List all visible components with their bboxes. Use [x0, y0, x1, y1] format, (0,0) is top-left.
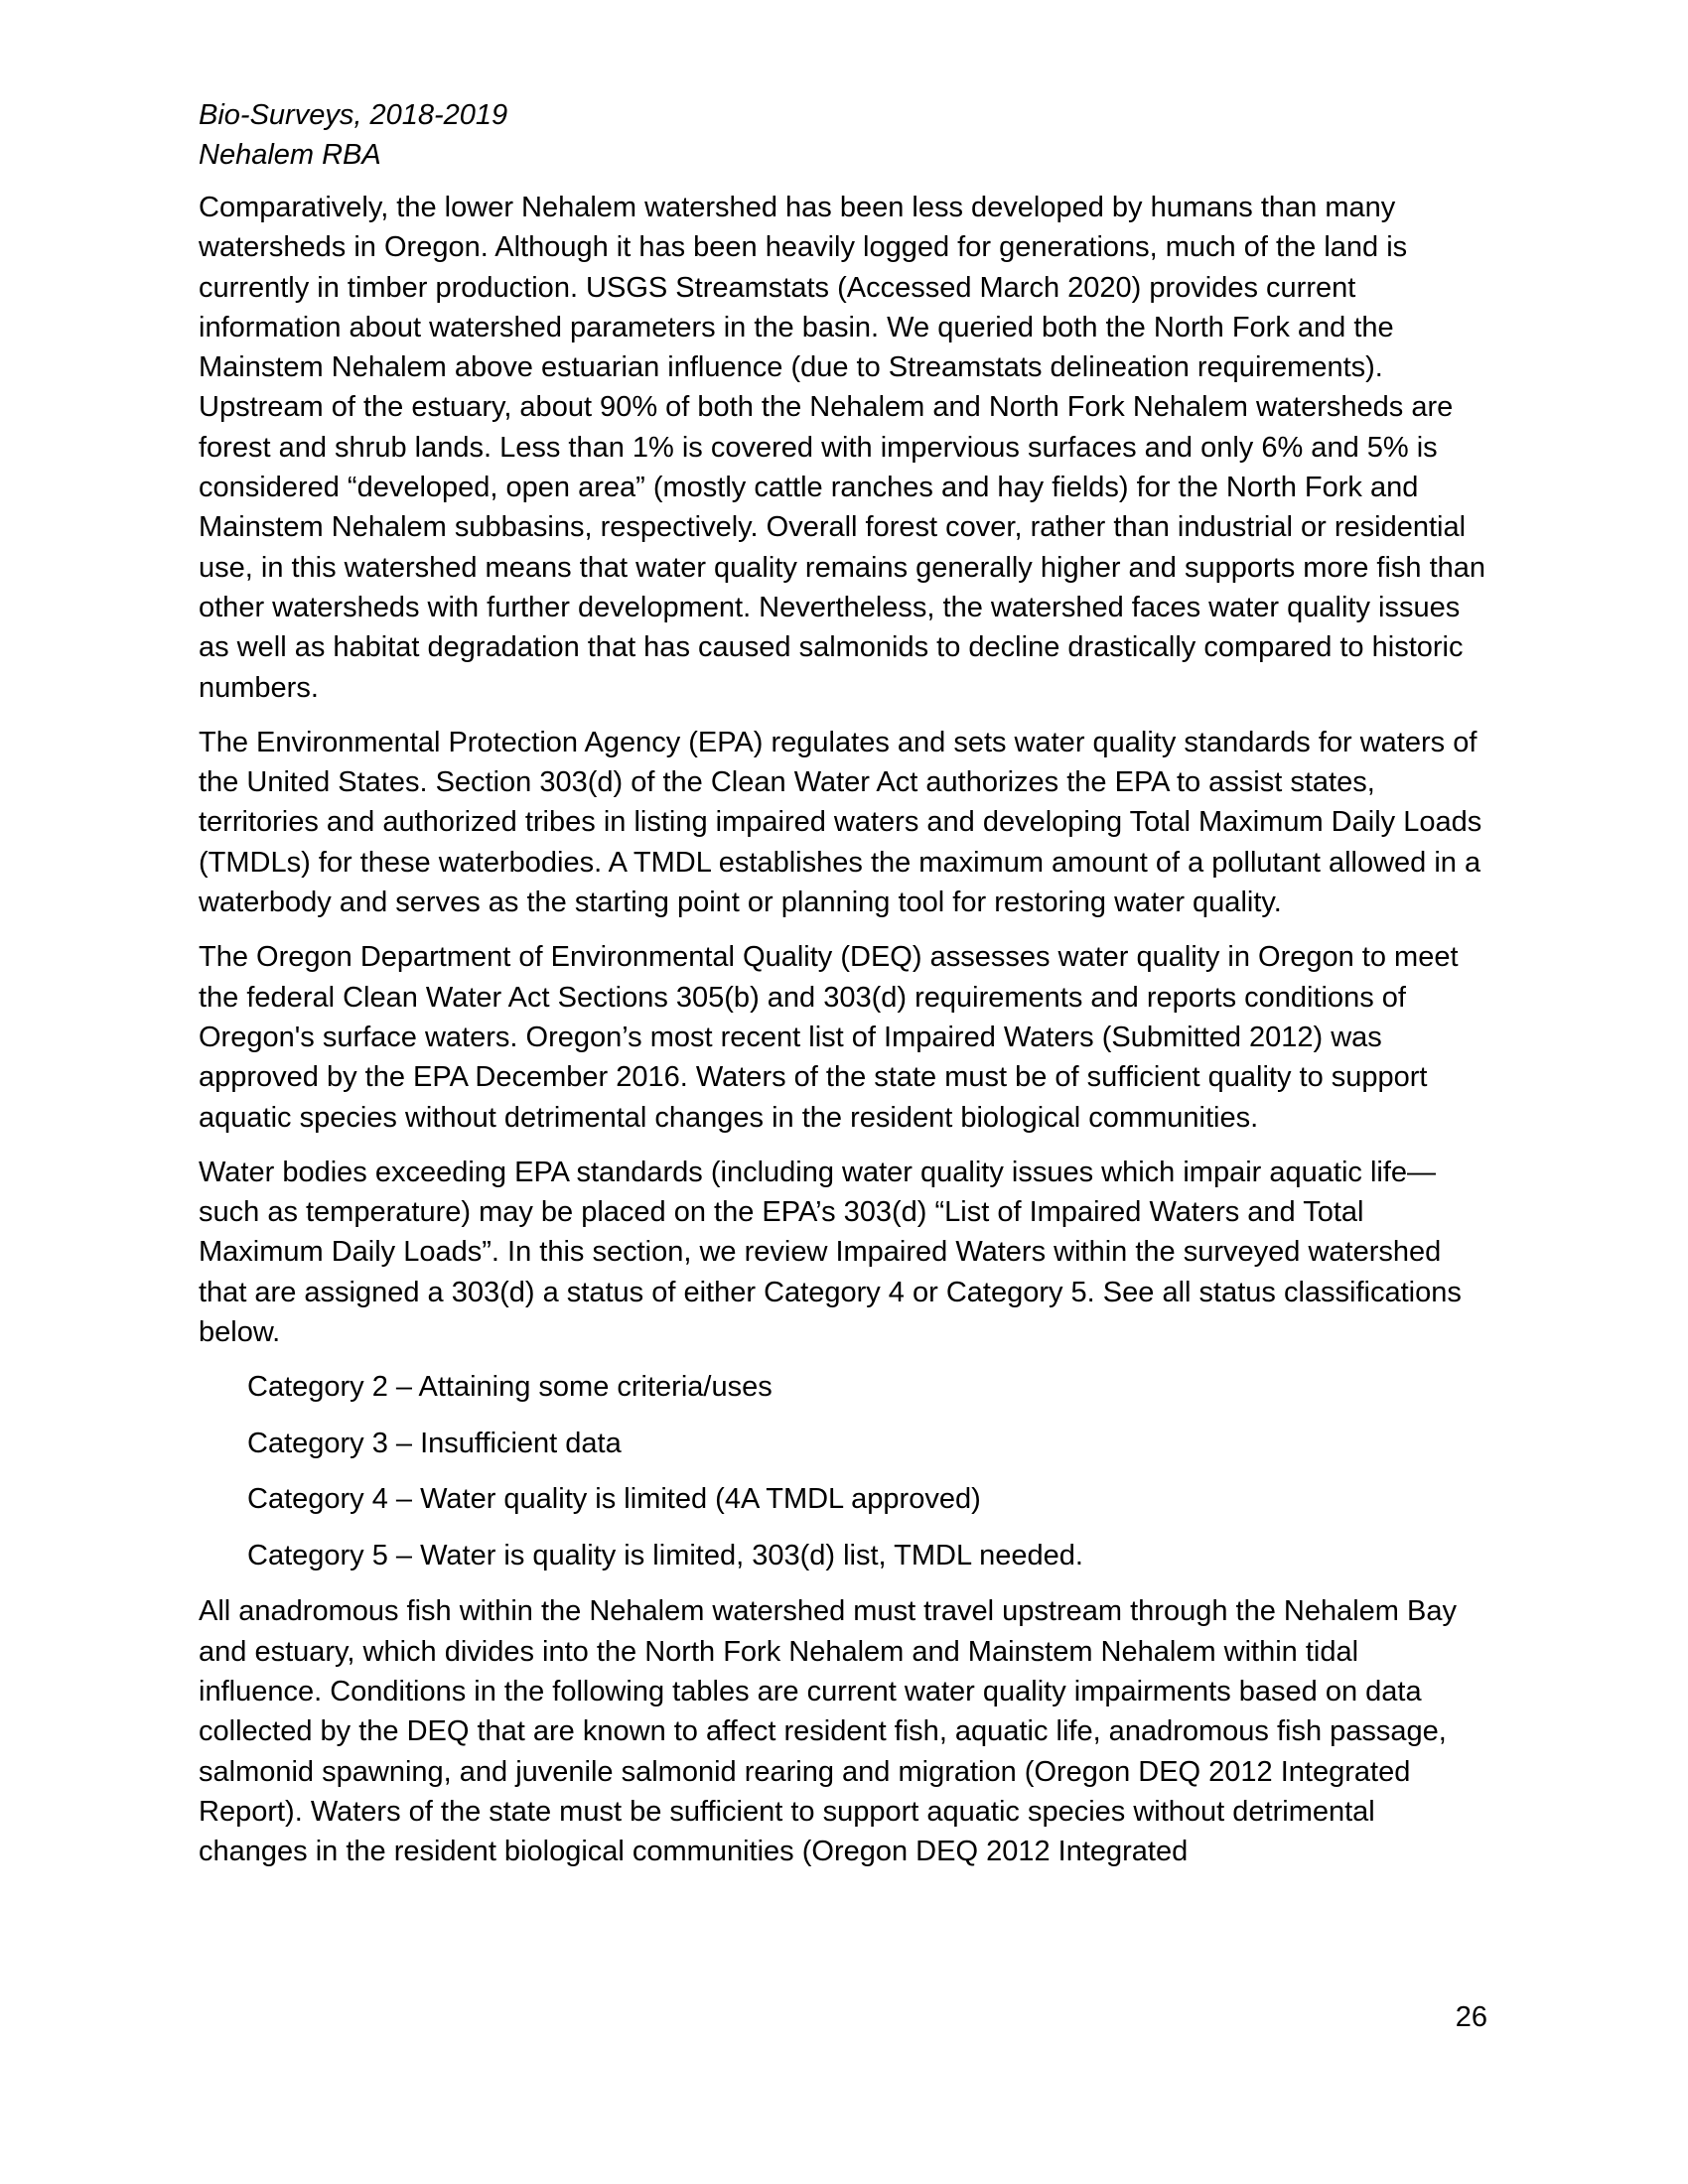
running-header	[199, 95, 1489, 175]
page-number: 26	[1455, 2001, 1487, 2033]
header-report-title: Bio-Surveys, 2018-2019	[199, 99, 508, 131]
list-item-category-5: Category 5 – Water is quality is limited, 303(d) list, TMDL needed.	[247, 1539, 1083, 1571]
paragraph-watershed-development: Comparatively, the lower Nehalem watershed has been less developed by humans than many watersheds in Oregon. Although it has been heavily logged for generations, much of the land is currently in timber production. USGS Streamstats (Accessed March 2020) provides current information about watershed parameters in the basin. We queried both the North Fork and the Mainstem Nehalem above estuarian influence (due to Streamstats delineation requirements). Upstream of the estuary, about 90% of both the Nehalem and North Fork Nehalem watersheds are forest and shrub lands. Less than 1% is covered with impervious surfaces and only 6% and 5% is considered “developed, open area” (mostly cattle ranches and hay fields) for the North Fork and Mainstem Nehalem subbasins, respectively. Overall forest cover, rather than industrial or residential use, in this watershed means that water quality remains generally higher and supports more fish than other watersheds with further development. Nevertheless, the watershed faces water quality issues as well as habitat degradation that has caused salmonids to decline drastically compared to historic numbers.	[199, 192, 1486, 704]
paragraph-deq-assessment: The Oregon Department of Environmental Quality (DEQ) assesses water quality in Oregon to meet the federal Clean Water Act Sections 305(b) and 303(d) requirements and reports conditions of Oregon's surface waters. Oregon’s most recent list of Impaired Waters (Submitted 2012) was approved by the EPA December 2016. Waters of the state must be of sufficient quality to support aquatic species without detrimental changes in the resident biological communities.	[199, 941, 1459, 1134]
paragraph-epa-standards: The Environmental Protection Agency (EPA) regulates and sets water quality standards for waters of the United States. Section 303(d) of the Clean Water Act authorizes the EPA to assist states, territories and authorized tribes in listing impaired waters and developing Total Maximum Daily Loads (TMDLs) for these waterbodies. A TMDL establishes the maximum amount of a pollutant allowed in a waterbody and serves as the starting point or planning tool for restoring water quality.	[199, 726, 1482, 919]
list-item-category-4: Category 4 – Water quality is limited (4A TMDL approved)	[247, 1483, 981, 1516]
list-item-category-3: Category 3 – Insufficient data	[247, 1427, 622, 1459]
status-category-list	[247, 1367, 1489, 1575]
document-page	[199, 95, 1489, 1886]
paragraph-impaired-waters: Water bodies exceeding EPA standards (including water quality issues which impair aquatic life—such as temperature) may be placed on the EPA’s 303(d) “List of Impaired Waters and Total Maximum Daily Loads”. In this section, we review Impaired Waters within the surveyed watershed that are assigned a 303(d) a status of either Category 4 or Category 5. See all status classifications below.	[199, 1156, 1462, 1349]
header-report-subtitle: Nehalem RBA	[199, 139, 381, 171]
list-item-category-2: Category 2 – Attaining some criteria/uses	[247, 1371, 773, 1404]
paragraph-anadromous-fish: All anadromous fish within the Nehalem watershed must travel upstream through the Nehalem Bay and estuary, which divides into the North Fork Nehalem and Mainstem Nehalem within tidal influence. Conditions in the following tables are current water quality impairments based on data collected by the DEQ that are known to affect resident fish, aquatic life, anadromous fish passage, salmonid spawning, and juvenile salmonid rearing and migration (Oregon DEQ 2012 Integrated Report). Waters of the state must be sufficient to support aquatic species without detrimental changes in the resident biological communities (Oregon DEQ 2012 Integrated	[199, 1595, 1457, 1868]
